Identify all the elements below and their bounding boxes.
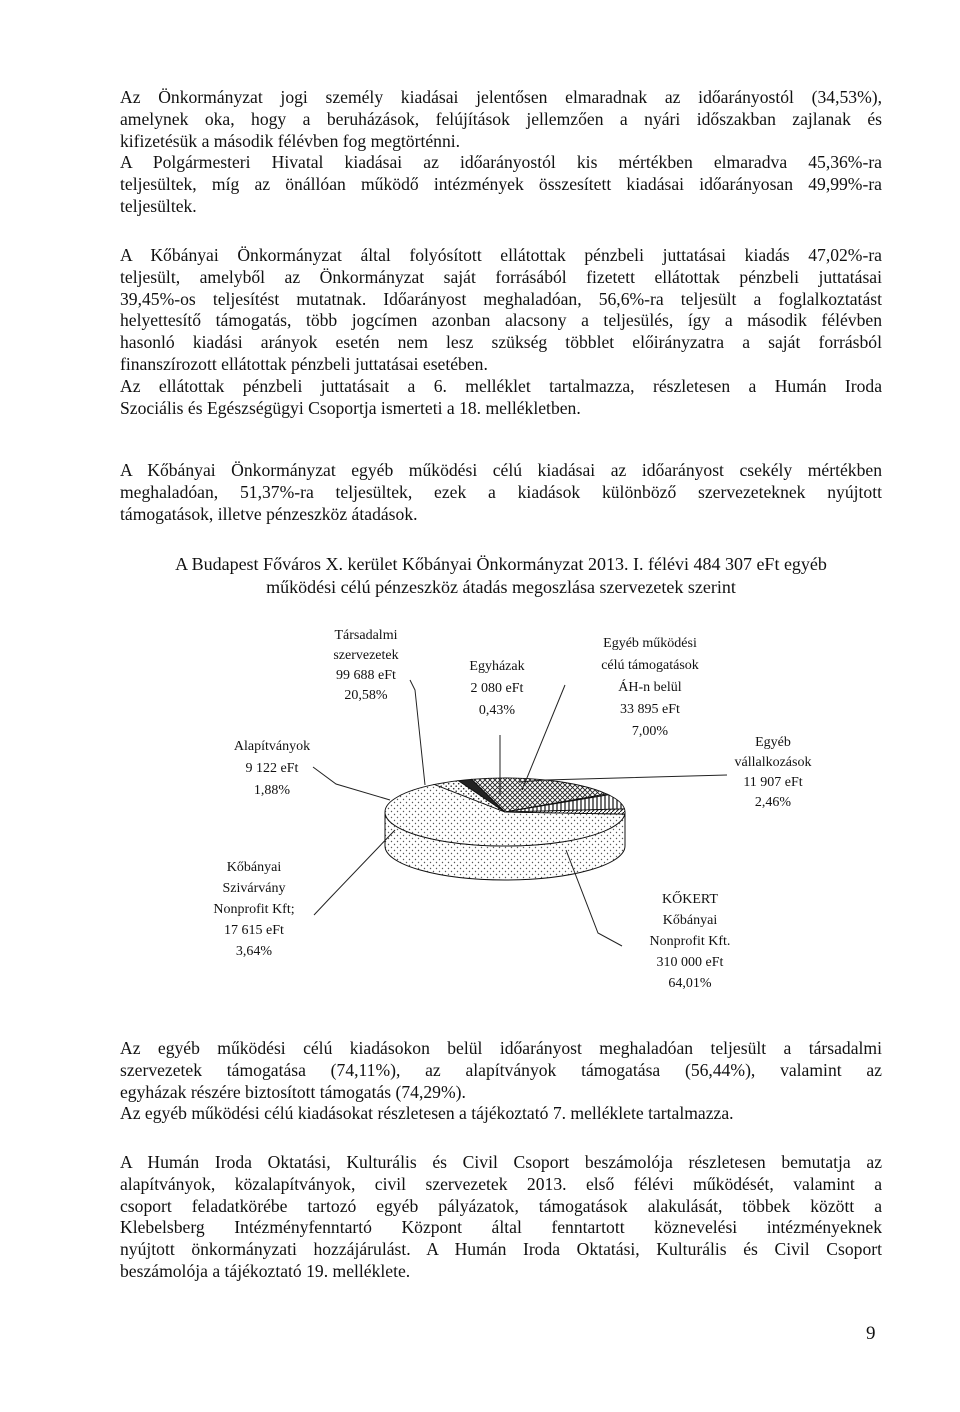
slice-label [650, 890, 731, 991]
text-line: támogatások, illetve pénzeszköz átadások. [120, 503, 418, 524]
paragraph-2 [120, 245, 882, 419]
text-line: alapítványok, közalapítványok, civil szervezetek 2013. első félévi működését, valamint a [120, 1173, 882, 1194]
text-line: teljesültek. [120, 195, 197, 216]
text-line: Az egyéb működési célú kiadásokon belül időarányost meghaladóan teljesült a társadalmi [120, 1038, 882, 1058]
slice-label-line: 33 895 eFt [620, 702, 680, 717]
text-line: amelynek oka, hogy a beruházások, felújítások jellemzően a nyári időszakban zajlanak és [120, 108, 882, 129]
slice-label-line: Kőbányai [226, 860, 282, 875]
slice-label-line: Egyéb [755, 735, 791, 750]
leader-line [313, 767, 390, 800]
slice-label-line: 310 000 eFt [656, 955, 724, 970]
paragraph-4 [120, 1038, 882, 1125]
leader-line [522, 685, 565, 790]
text-line: nyújtott önkormányzati hozzájárulást. A Humán Iroda Oktatási, Kulturális és Civil Csoport [120, 1239, 882, 1260]
text-line: hasonló kiadási arányok esetén nem lesz szükség többlet előirányzatra a saját forrásból [120, 332, 882, 353]
chart-caption [120, 553, 882, 599]
slice-label-line: 11 907 eFt [743, 775, 803, 790]
slice-label-line: 2 080 eFt [470, 681, 524, 696]
text-line: helyettesítő támogatás, több jogcímen azonban alacsony a teljesülés, így a második félévben [120, 310, 882, 331]
slice-label-line: Szivárvány [222, 881, 286, 896]
slice-label-line: Alapítványok [233, 739, 311, 754]
pie-chart [0, 600, 960, 1040]
text-line: kifizetésük a második félévben fog megtörténni. [120, 130, 461, 151]
leader-line [314, 830, 395, 915]
slice-label-line: 64,01% [668, 976, 712, 991]
slice-label-line: 99 688 eFt [336, 668, 396, 683]
text-line: A Kőbányai Önkormányzat által folyósított ellátottak pénzbeli juttatásai kiadás 47,02%-ra [120, 245, 882, 265]
slice-label-line: ÁH-n belül [618, 680, 682, 695]
text-line: Szociális és Egészségügyi Csoportja ismerteti a 18. mellékletben. [120, 397, 581, 418]
text-line: beszámolója a tájékoztató 19. melléklete. [120, 1260, 411, 1281]
slice-label [735, 735, 812, 810]
text-line: teljesültek, míg az önállóan működő intézmények összesített kiadásai időarányosan 49,99%-ra [120, 174, 882, 195]
slice-label-line: Egyházak [469, 659, 525, 674]
slice-label [469, 659, 524, 718]
text-line: csoport feladatkörébe tartozó egyéb pályázatok, támogatások alakulását, többek között a [120, 1195, 882, 1216]
text-line: Az ellátottak pénzbeli juttatásait a 6. melléklet tartalmazza, részletesen a Humán Iroda [120, 375, 882, 396]
slice-label-line: 2,46% [754, 795, 792, 810]
slice-label-line: KŐKERT [662, 892, 718, 907]
paragraph-1 [120, 87, 882, 218]
text-line: egyházak részére biztosított támogatás (74,29%). [120, 1081, 466, 1102]
slice-label-line: 17 615 eFt [224, 923, 284, 938]
leader-line [410, 680, 425, 785]
slice-label-line: Nonprofit Kft. [649, 934, 731, 949]
slice-label-line: Nonprofit Kft; [213, 902, 295, 917]
slice-label-line: 0,43% [478, 703, 516, 718]
text-line: A Kőbányai Önkormányzat egyéb működési célú kiadásai az időarányost csekély mértékben [120, 460, 882, 480]
text-line: szervezetek támogatása (74,11%), az alapítványok támogatása (56,44%), valamint az [120, 1059, 882, 1080]
slice-label-line: célú támogatások [601, 658, 699, 673]
text-line: A Humán Iroda Oktatási, Kulturális és Civil Csoport beszámolója részletesen bemutatja az [120, 1152, 882, 1172]
slice-label-line: 3,64% [235, 944, 273, 959]
paragraph-5 [120, 1152, 882, 1283]
slice-label [333, 628, 398, 703]
paragraph-3 [120, 460, 882, 525]
text-line: 39,45%-os teljesítést mutatnak. Időarányost meghaladóan, 56,6%-ra teljesült a foglalkoztatást [120, 288, 882, 309]
pie-top [385, 778, 625, 846]
text-line: Az egyéb működési célú kiadásokat részletesen a tájékoztató 7. melléklete tartalmazza. [120, 1103, 734, 1124]
text-line: A Polgármesteri Hivatal kiadásai az időarányostól kis mértékben elmaradva 45,36%-ra [120, 152, 882, 173]
text-line: teljesült, amelyből az Önkormányzat saját forrásából fizetett ellátottak pénzbeli juttatásai [120, 266, 882, 287]
slice-label-line: Társadalmi [334, 628, 398, 643]
slice-label-line: 9 122 eFt [245, 761, 299, 776]
chart-caption-line-1: A Budapest Főváros X. kerület Kőbányai Önkormányzat 2013. I. félévi 484 307 eFt egyéb [175, 554, 827, 574]
page-number: 9 [866, 1323, 876, 1344]
text-line: Az Önkormányzat jogi személy kiadásai jelentősen elmaradnak az időarányostól (34,53%), [120, 87, 882, 107]
text-line: finanszírozott ellátottak pénzbeli juttatásai esetében. [120, 353, 488, 374]
chart-caption-line-2: működési célú pénzeszköz átadás megoszlása szervezetek szerint [266, 577, 736, 597]
slice-label [213, 860, 294, 959]
slice-label-line: Kőbányai [662, 913, 718, 928]
slice-label [601, 636, 699, 739]
slice-label-line: vállalkozások [734, 755, 812, 770]
slice-label-line: 1,88% [253, 783, 291, 798]
slice-label-line: 20,58% [344, 688, 388, 703]
slice-label-line: 7,00% [631, 724, 669, 739]
slice-label [234, 739, 310, 798]
text-line: meghaladóan, 51,37%-ra teljesültek, ezek a kiadások különböző szervezeteknek nyújtott [120, 481, 882, 502]
slice-label-line: Egyéb működési [603, 636, 697, 651]
slice-label-line: szervezetek [333, 648, 399, 663]
text-line: Klebelsberg Intézményfenntartó Központ által fenntartott köznevelési intézményeknek [120, 1217, 882, 1238]
